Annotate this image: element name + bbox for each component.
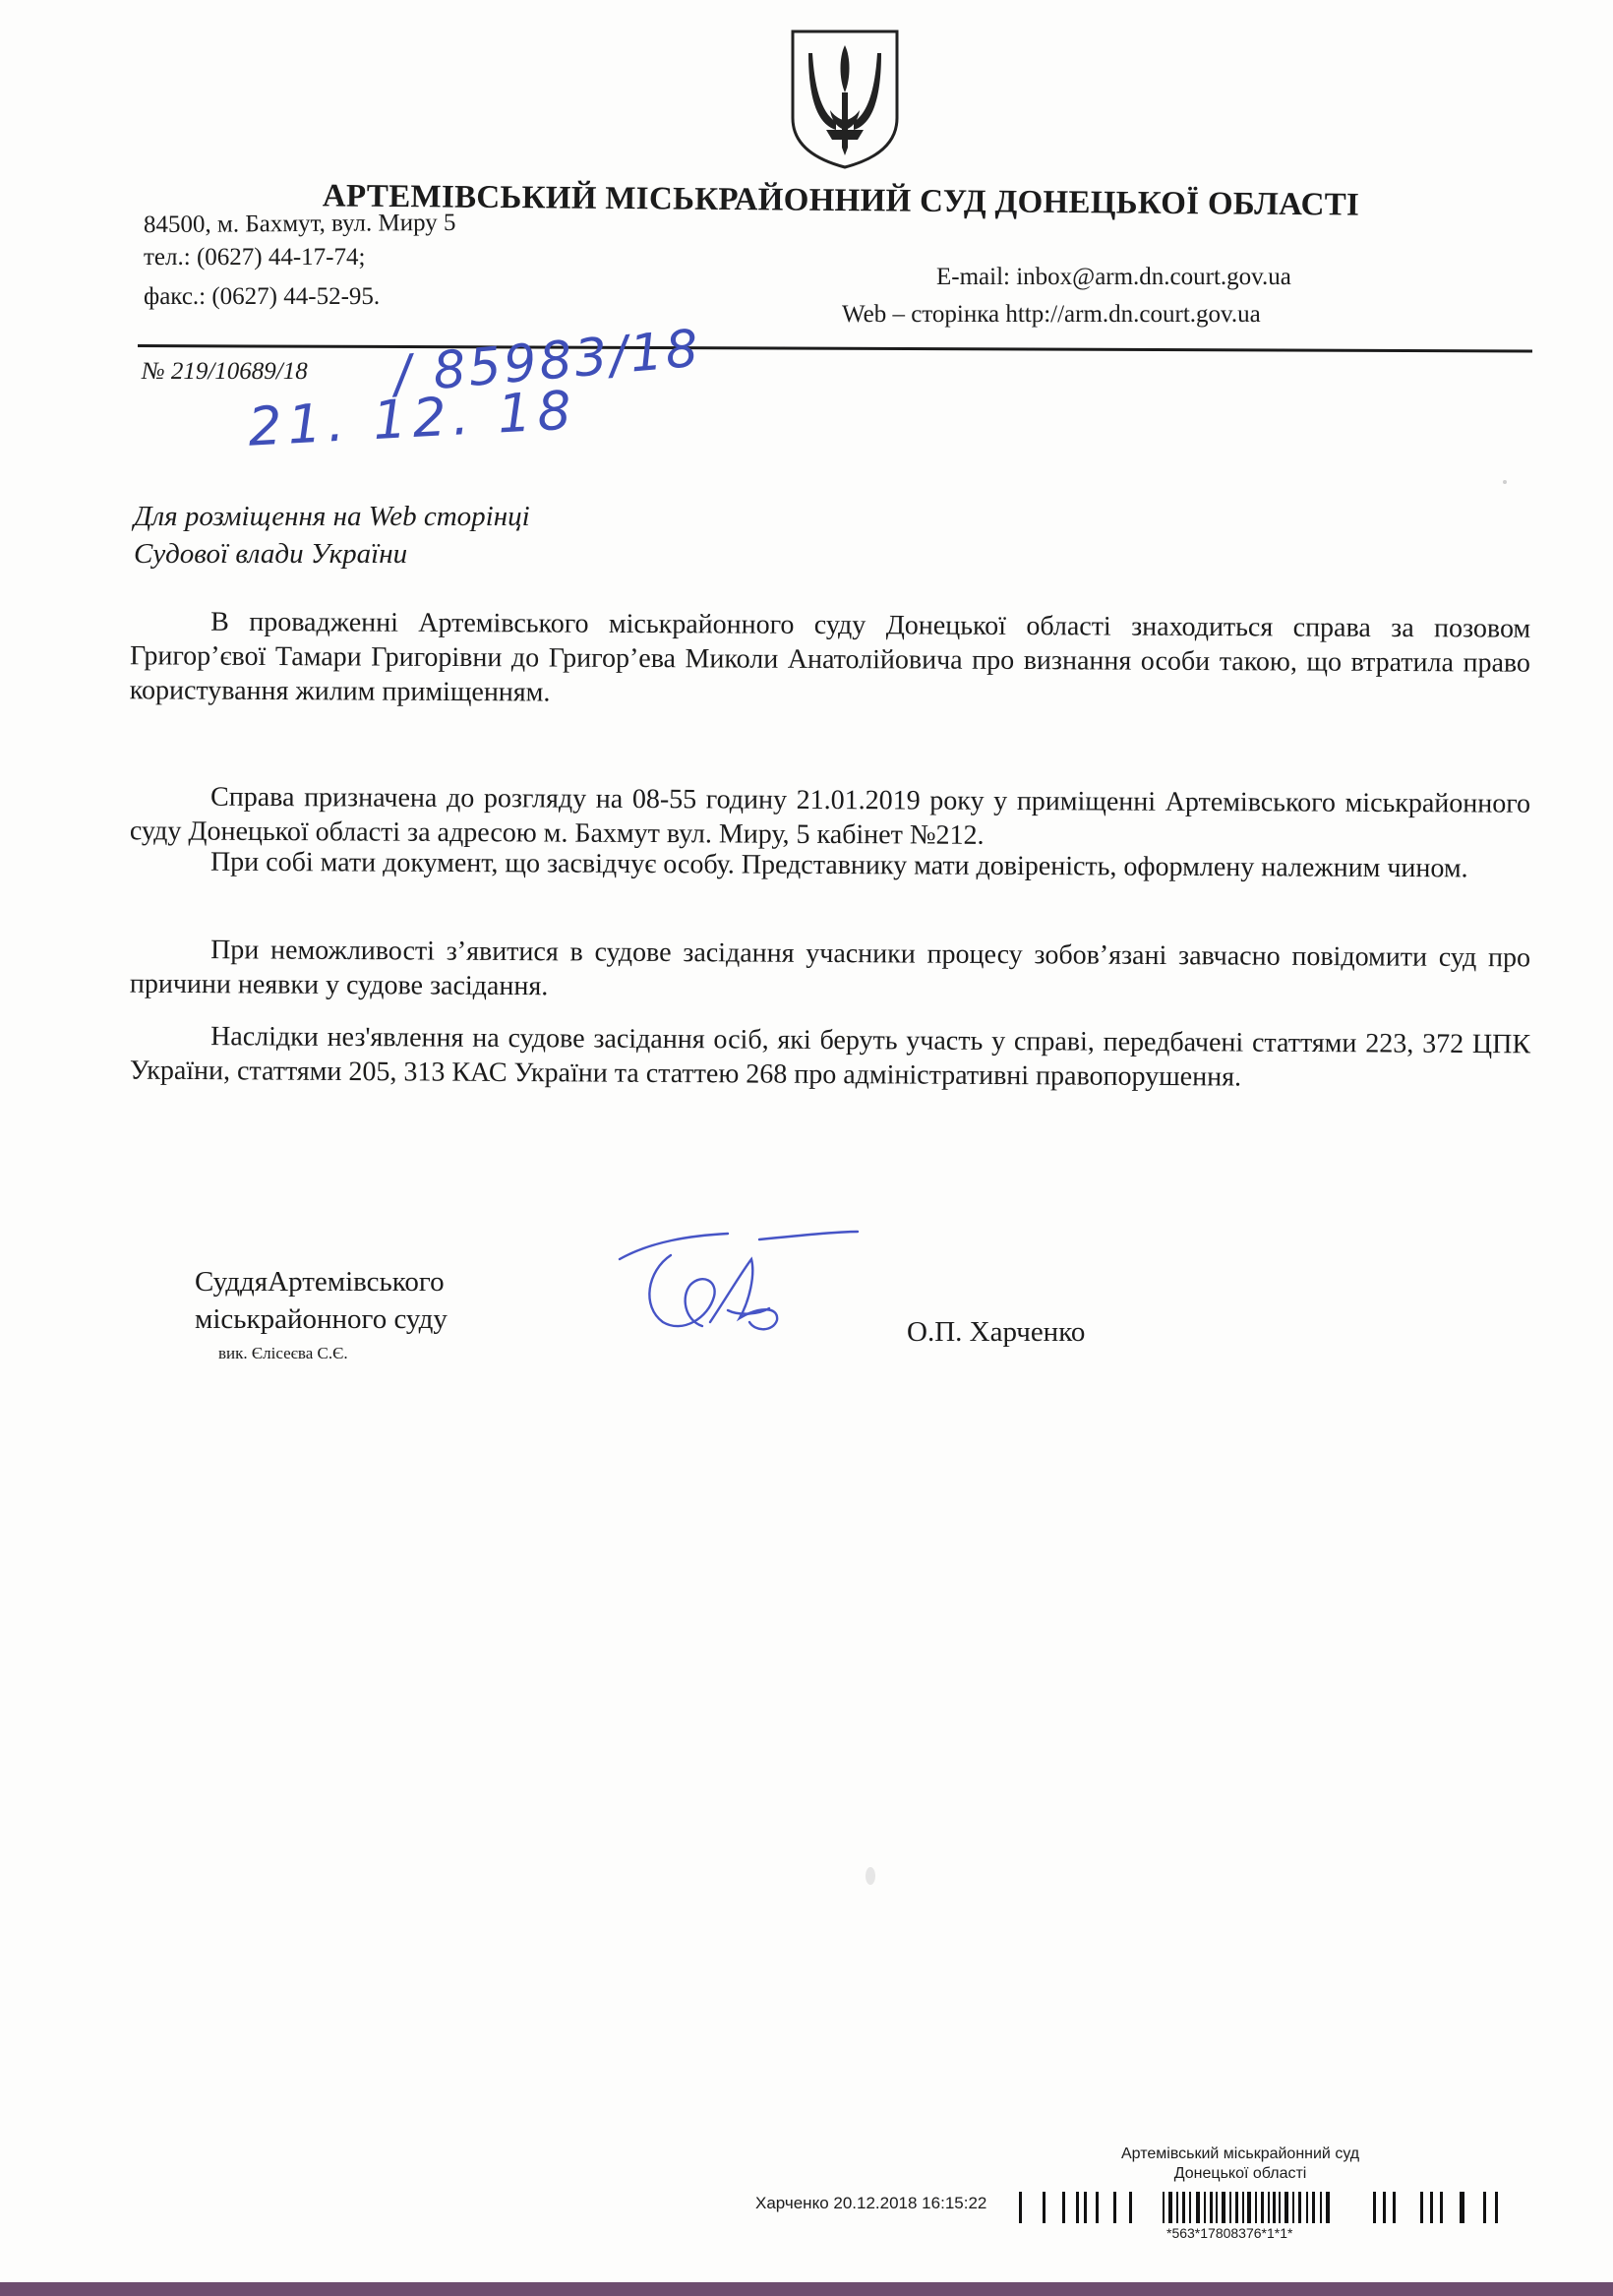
handwritten-outgoing-number: / 85983/18 xyxy=(390,319,704,405)
body-paragraph-documents: При собі мати документ, що засвідчує особу. Представнику мати довіреність, оформлену належним чином. xyxy=(209,846,1468,884)
judge-signature-icon xyxy=(612,1212,875,1359)
recipient-block xyxy=(134,498,530,573)
header-divider xyxy=(138,344,1532,352)
court-address: 84500, м. Бахмут, вул. Миру 5 xyxy=(143,209,456,239)
footer-court-line-1: Артемівський міськрайонний суд xyxy=(1121,2145,1360,2162)
scan-speck xyxy=(1503,480,1507,484)
body-paragraph-case: В провадженні Артемівського міськрайонного суду Донецької області знаходиться справа за позовом Григор’євої Тамари Григорівни до Григор’ева Миколи Анатолійовича про визнання особи такою, що втратила право користування жилим приміщенням. xyxy=(129,606,1531,708)
trident-coat-of-arms-icon xyxy=(787,28,903,171)
executor-name: вик. Єлісеєва С.Є. xyxy=(218,1344,348,1362)
judge-title-line-1: СуддяАртемівського xyxy=(195,1266,445,1298)
court-name: АРТЕМІВСЬКИЙ МІСЬКРАЙОННИЙ СУД ДОНЕЦЬКОЇ ОБЛАСТІ xyxy=(322,178,1360,223)
body-paragraph-hearing: Справа призначена до розгляду на 08-55 годину 21.01.2019 року у приміщенні Артемівського міськрайонного суду Донецької області за адресою м. Бахмут вул. Миру, 5 кабінет №212. xyxy=(129,781,1531,851)
body-paragraph-consequences: Наслідки нез'явлення на судове засідання осіб, які беруть участь у справі, передбачені статтями 223, 372 ЦПК України, статтями 205, 313 КАС України та статтею 268 про адміністративні правопорушення. xyxy=(129,1021,1531,1093)
court-email: E-mail: inbox@arm.dn.court.gov.ua xyxy=(936,264,1291,290)
footer-court-name xyxy=(1121,2145,1359,2184)
footer-court-line-2: Донецької області xyxy=(1173,2165,1307,2182)
barcode-number: *563*17808376*1*1* xyxy=(1166,2225,1293,2241)
body-paragraph-absence: При неможливості з’явитися в судове засідання учасники процесу зобов’язані завчасно повідомити суд про причини неявки у судове засідання. xyxy=(129,935,1531,1002)
court-fax: факс.: (0627) 44-52-95. xyxy=(144,283,381,310)
handwritten-date: 21. 12. 18 xyxy=(246,379,579,458)
footer-signature-stamp: Харченко 20.12.2018 16:15:22 xyxy=(755,2194,987,2212)
judge-title-line-2: міськрайонного суду xyxy=(195,1303,448,1335)
court-website: Web – сторінка http://arm.dn.court.gov.ua xyxy=(842,301,1261,328)
barcode-icon xyxy=(1019,2190,1501,2225)
scanner-edge-band xyxy=(0,2282,1613,2296)
case-number: № 219/10689/18 xyxy=(142,358,308,385)
court-phone: тел.: (0627) 44-17-74; xyxy=(144,244,366,271)
judge-name: О.П. Харченко xyxy=(907,1316,1086,1348)
scan-speck xyxy=(866,1867,875,1885)
judge-title xyxy=(195,1263,448,1338)
recipient-line-2: Судової влади України xyxy=(134,538,408,570)
recipient-line-1: Для розміщення на Web сторінці xyxy=(134,501,530,532)
